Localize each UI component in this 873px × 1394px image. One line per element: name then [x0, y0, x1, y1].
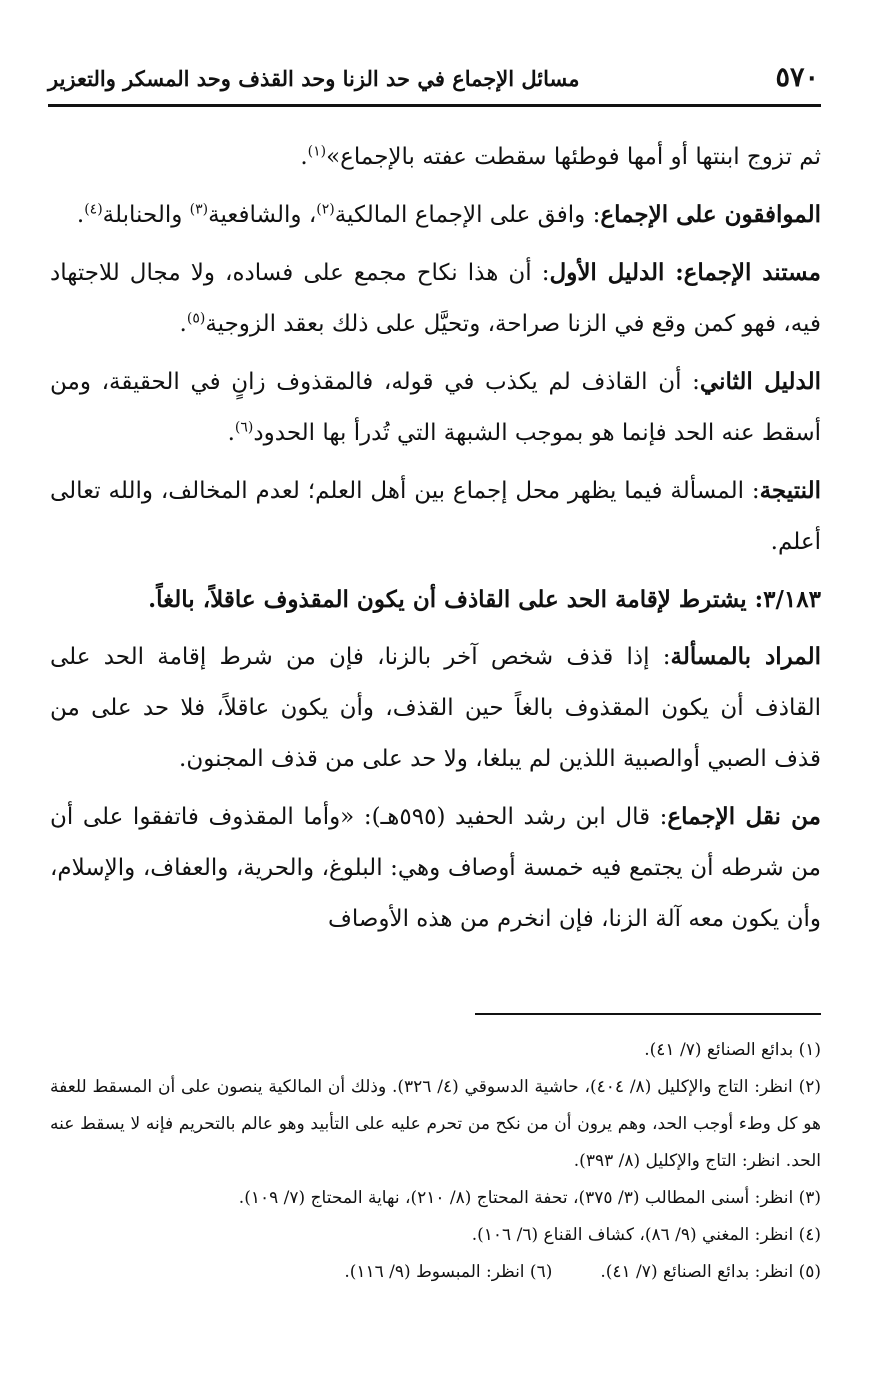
footnote-4: (٤) انظر: المغني (٩/ ٨٦)، كشاف القناع (٦/ ١٠٦).: [471, 1225, 821, 1245]
paragraph-punct: .: [179, 311, 187, 337]
footnote-ref: (٦): [234, 419, 254, 436]
running-title: مسائل الإجماع في حد الزنا وحد القذف وحد المسكر والتعزير: [48, 66, 580, 91]
footnote-gap: [552, 1254, 600, 1291]
page-header: [48, 58, 821, 106]
paragraph-text: : وافق على الإجماع المالكية: [334, 202, 601, 228]
footnote-3: (٣) انظر: أسنى المطالب (٣/ ٣٧٥)، تحفة المحتاج (٨/ ٢١٠)، نهاية المحتاج (٧/ ١٠٩).: [238, 1188, 821, 1208]
paragraph-text: : إذا قذف شخص آخر بالزنا، فإن من شرط إقامة الحد على القاذف أن يكون المقذوف بالغاً حين القذف، وأن يكون عاقلاً، فلا حد على من قذف الصبي أوالصبية اللذين لم يبلغا، ولا حد على من قذف المجنون.: [50, 644, 821, 772]
footnote-ref: (٤): [84, 201, 103, 218]
footnote-ref: (٣): [189, 201, 209, 218]
paragraph-text: : قال ابن رشد الحفيد (٥٩٥هـ): «وأما المقذوف فاتفقوا على أن من شرطه أن يجتمع فيه خمسة أوصاف وهي: البلوغ، والحرية، والعفاف، والإسلام، وأن يكون معه آلة الزنا، فإن انخرم من هذه الأوصاف: [50, 804, 821, 932]
paragraph-lead: النتيجة: [759, 477, 821, 504]
footnote-1: (١) بدائع الصنائع (٧/ ٤١).: [644, 1040, 821, 1060]
paragraph-lead: الدليل الثاني: [699, 368, 822, 395]
footnote-6: (٦) انظر: المبسوط (٩/ ١١٦).: [344, 1262, 553, 1282]
paragraph-lead: من نقل الإجماع: [667, 803, 821, 830]
paragraph-result: [50, 465, 821, 568]
main-text: [50, 132, 821, 951]
paragraph-lead: مستند الإجماع: الدليل الأول: [549, 259, 821, 286]
footnote-2: (٢) انظر: التاج والإكليل (٨/ ٤٠٤)، حاشية الدسوقي (٤/ ٣٢٦). وذلك أن المالكية ينصون على أن المسقط للعفة هو كل وطء أوجب الحد، وهم يرون أن من نكح من تحرم عليه على التأبيد وهو عالم بالتحريم فإنه لا يسقط عنه الحد. انظر: التاج والإكليل (٨/ ٣٩٣).: [50, 1077, 821, 1171]
footnote-ref: (٢): [316, 201, 335, 218]
footnote-row-5-6: [50, 1254, 821, 1291]
paragraph-text: : أن هذا نكاح مجمع على فساده، ولا مجال للاجتهاد فيه، فهو كمن وقع في الزنا صراحة، وتحيَّل على ذلك بعقد الزوجية: [50, 260, 821, 337]
paragraph-quote-end: [50, 132, 821, 183]
footnote-ref: (١): [307, 143, 327, 160]
paragraph-transmitters: [50, 791, 821, 945]
footnote-rule: [475, 1013, 821, 1015]
paragraph-text: والحنابلة: [102, 202, 190, 228]
paragraph-punct: .: [76, 202, 85, 228]
issue-heading: ٣/١٨٣: يشترط لإقامة الحد على القاذف أن يكون المقذوف عاقلاً، بالغاً.: [148, 586, 821, 613]
paragraph-text: ، والشافعية: [208, 202, 317, 228]
footnote-ref: (٥): [186, 310, 206, 327]
paragraph-lead: المراد بالمسألة: [670, 643, 821, 670]
footnotes: [50, 1032, 821, 1291]
paragraph-meaning: [50, 631, 821, 785]
paragraph-text: ثم تزوج ابنتها أو أمها فوطئها سقطت عفته بالإجماع»: [326, 144, 821, 170]
paragraph-lead: الموافقون على الإجماع: [600, 201, 821, 228]
paragraph-evidence-1: [50, 247, 821, 350]
paragraph-agreeing: [50, 189, 821, 241]
paragraph-punct: .: [300, 144, 308, 170]
footnote-5: (٥) انظر: بدائع الصنائع (٧/ ٤١).: [600, 1262, 821, 1282]
paragraph-text: : المسألة فيما يظهر محل إجماع بين أهل العلم؛ لعدم المخالف، والله تعالى أعلم.: [50, 478, 821, 555]
page-number: ٥٧٠: [775, 62, 819, 93]
paragraph-text: : أن القاذف لم يكذب في قوله، فالمقذوف زانٍ في الحقيقة، ومن أسقط عنه الحد فإنما هو بموجب الشبهة التي تُدرأ بها الحدود: [50, 369, 821, 446]
paragraph-evidence-2: [50, 356, 821, 459]
paragraph-punct: .: [227, 420, 235, 446]
header-rule: [48, 104, 821, 107]
